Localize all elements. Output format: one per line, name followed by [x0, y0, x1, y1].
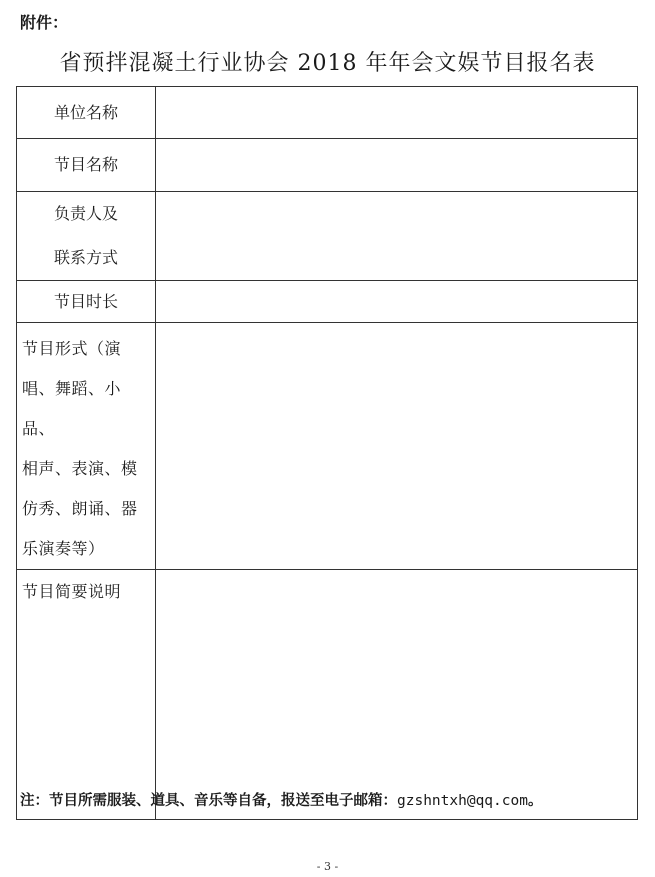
- label-line: 单位名称: [53, 102, 118, 122]
- form-title: 省预拌混凝土行业协会 2018 年年会文娱节目报名表: [59, 51, 596, 76]
- table-row-description: [17, 570, 638, 820]
- page-number: - 3 -: [316, 860, 339, 873]
- label-duration: [17, 281, 156, 323]
- label-line: 相声、表演、模: [22, 459, 138, 478]
- table-row-unit-name: [17, 87, 638, 139]
- footnote: [20, 789, 542, 810]
- label-format: [17, 323, 156, 570]
- label-contact: [17, 192, 156, 281]
- contact-email: gzshntxh@qq.com: [397, 793, 528, 809]
- label-line: 联系方式: [53, 248, 118, 267]
- attachment-label: 附件：: [20, 13, 69, 32]
- label-line: 节目时长: [53, 291, 118, 311]
- label-line: 仿秀、朗诵、器: [22, 499, 138, 518]
- unit-name-field[interactable]: [156, 87, 638, 139]
- label-line: 节目形式（演: [22, 339, 122, 358]
- table-row-contact: [17, 192, 638, 281]
- duration-field[interactable]: [156, 281, 638, 323]
- description-field[interactable]: [156, 570, 638, 820]
- registration-form-table: [16, 86, 638, 820]
- program-name-field[interactable]: [156, 139, 638, 192]
- label-line: 唱、舞蹈、小品、: [22, 379, 122, 438]
- label-line: 负责人及: [53, 204, 118, 223]
- label-line: 乐演奏等）: [22, 539, 105, 558]
- label-program-name: [17, 139, 156, 192]
- format-field[interactable]: [156, 323, 638, 570]
- label-description: [17, 570, 156, 820]
- footnote-text: 注：节目所需服装、道具、音乐等自备，报送至电子邮箱：: [20, 793, 397, 809]
- contact-field[interactable]: [156, 192, 638, 281]
- label-line: 节目简要说明: [22, 582, 122, 601]
- label-unit-name: [17, 87, 156, 139]
- table-row-format: [17, 323, 638, 570]
- table-row-program-name: [17, 139, 638, 192]
- label-line: 节目名称: [53, 155, 118, 174]
- table-row-duration: [17, 281, 638, 323]
- footnote-end: 。: [527, 793, 543, 809]
